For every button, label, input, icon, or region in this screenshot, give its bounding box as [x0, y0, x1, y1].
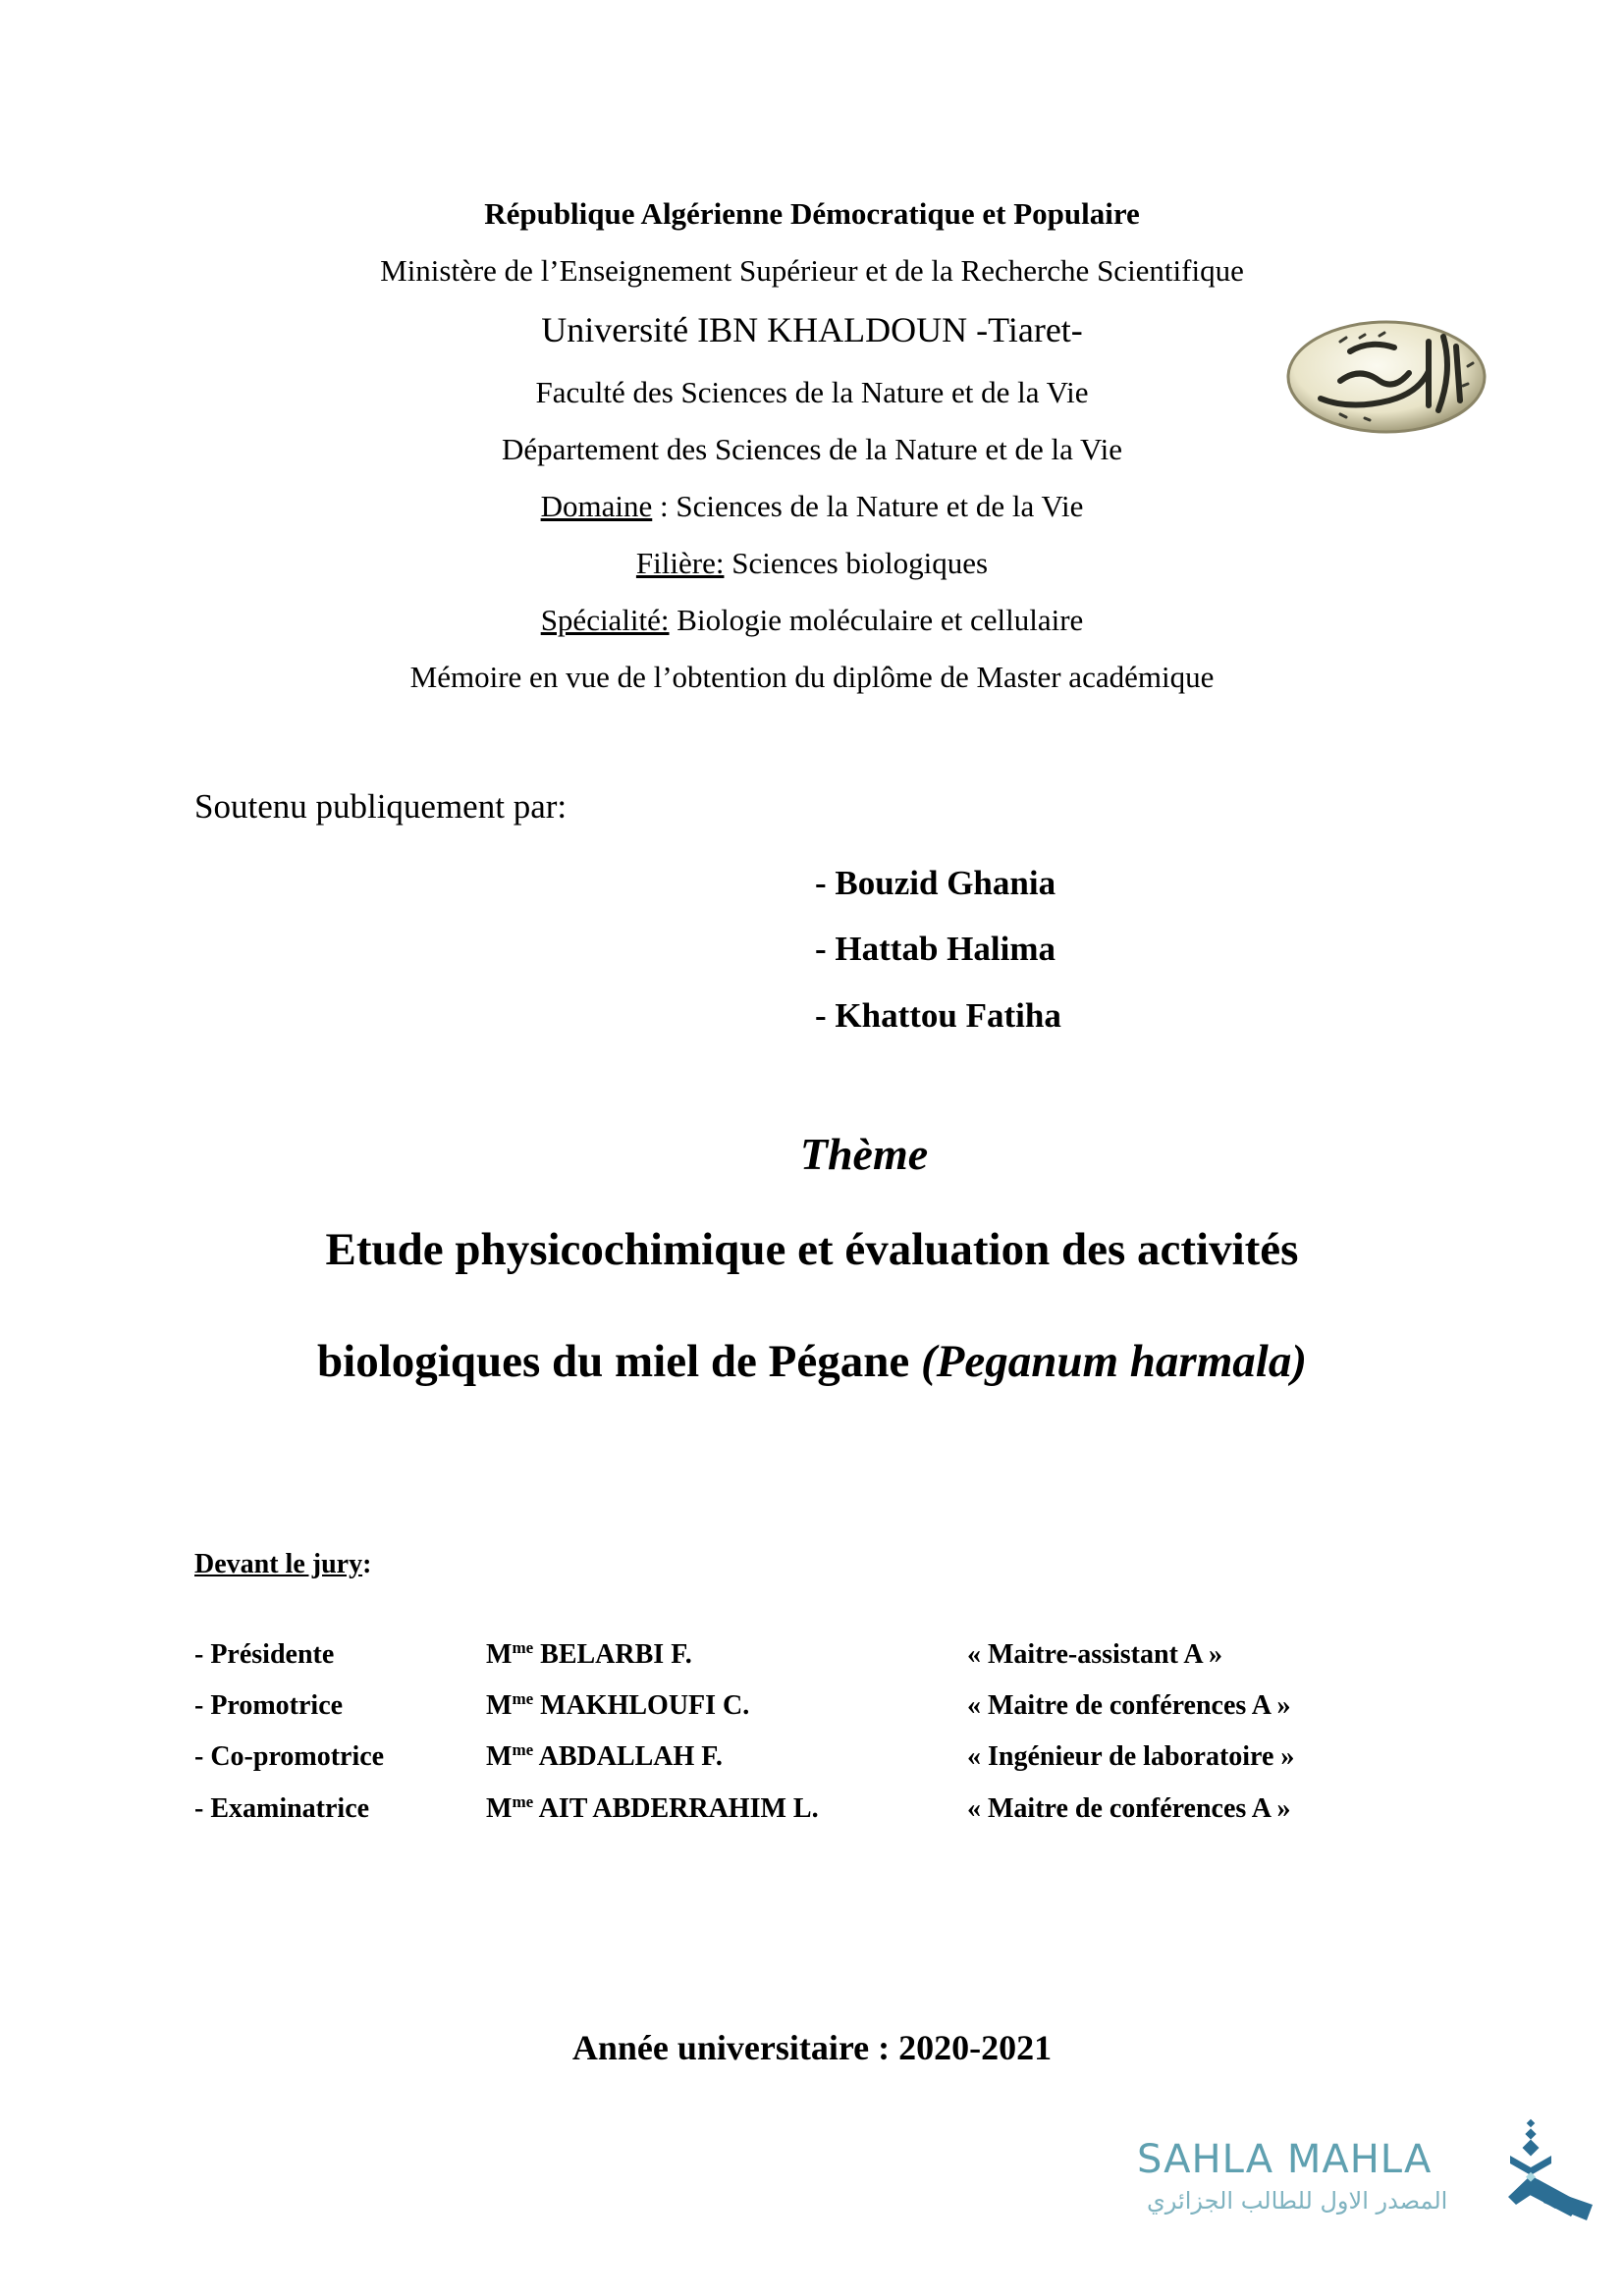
- jury-member-name: [486, 1740, 723, 1772]
- jury-title-sup: me: [512, 1638, 534, 1657]
- defended-by-label: Soutenu publiquement par:: [194, 787, 568, 826]
- jury-title-sup: me: [512, 1740, 534, 1759]
- species-name: (Peganum harmala): [920, 1336, 1307, 1387]
- jury-title: M: [486, 1793, 513, 1824]
- memoire-line: Mémoire en vue de l’obtention du diplôme de Master académique: [409, 660, 1215, 694]
- jury-heading-text: Devant le jury: [194, 1549, 363, 1579]
- jury-grade: « Maitre-assistant A »: [967, 1639, 1223, 1670]
- jury-title-sup: me: [512, 1689, 534, 1708]
- ministry-line: Ministère de l’Enseignement Supérieur et de la Recherche Scientifique: [380, 253, 1244, 288]
- university-logo: [1281, 312, 1492, 438]
- jury-member-name: [486, 1792, 819, 1824]
- thesis-title-line2: [0, 1336, 1624, 1387]
- jury-member-name: [486, 1638, 692, 1670]
- sahla-mahla-emblem-icon: [1508, 2118, 1597, 2221]
- jury-heading: [194, 1551, 371, 1578]
- filiere-value: Sciences biologiques: [724, 546, 989, 580]
- jury-role: - Présidente: [194, 1639, 335, 1670]
- university-logo-icon: [1281, 312, 1492, 438]
- theme-label: Thème: [799, 1129, 929, 1179]
- university-name: Université IBN KHALDOUN -Tiaret-: [541, 310, 1083, 349]
- filiere-label: Filière:: [635, 546, 725, 580]
- domain-line: [0, 491, 1624, 521]
- department-line: Département des Sciences de la Nature et de la Vie: [502, 432, 1122, 466]
- student-name: - Khattou Fatiha: [815, 996, 1061, 1035]
- jury-grade: « Maitre de conférences A »: [967, 1793, 1291, 1824]
- specialite-value: Biologie moléculaire et cellulaire: [669, 603, 1084, 637]
- thesis-title-line1: Etude physicochimique et évaluation des activités: [325, 1224, 1299, 1275]
- jury-name: MAKHLOUFI C.: [533, 1690, 750, 1721]
- jury-title: M: [486, 1690, 513, 1721]
- domain-label: Domaine: [540, 489, 653, 523]
- filiere-line: [0, 548, 1624, 578]
- jury-heading-colon: :: [362, 1549, 372, 1579]
- jury-role: - Co-promotrice: [194, 1741, 385, 1772]
- specialite-line: [0, 605, 1624, 635]
- jury-role: - Promotrice: [194, 1690, 344, 1721]
- jury-name: AIT ABDERRAHIM L.: [533, 1793, 819, 1824]
- domain-value: : Sciences de la Nature et de la Vie: [652, 489, 1084, 523]
- thesis-title-main: biologiques du miel de Pégane: [317, 1336, 921, 1387]
- watermark-brand: SAHLA MAHLA: [1137, 2137, 1433, 2182]
- jury-title-sup: me: [512, 1792, 534, 1811]
- student-name: - Bouzid Ghania: [815, 864, 1056, 902]
- jury-role: - Examinatrice: [194, 1793, 370, 1824]
- jury-member-name: [486, 1689, 750, 1721]
- jury-title: M: [486, 1741, 513, 1772]
- academic-year: Année universitaire : 2020-2021: [571, 2028, 1053, 2067]
- jury-grade: « Maitre de conférences A »: [967, 1690, 1291, 1721]
- student-name: - Hattab Halima: [815, 930, 1056, 968]
- jury-title: M: [486, 1639, 513, 1670]
- sahla-mahla-watermark: [1137, 2118, 1598, 2226]
- faculty-line: Faculté des Sciences de la Nature et de la Vie: [535, 375, 1089, 409]
- specialite-label: Spécialité:: [540, 603, 670, 637]
- republic-line: République Algérienne Démocratique et Populaire: [484, 196, 1140, 231]
- watermark-tagline: المصدر الاول للطالب الجزائري: [1147, 2187, 1448, 2215]
- jury-name: BELARBI F.: [533, 1639, 692, 1670]
- jury-grade: « Ingénieur de laboratoire »: [967, 1741, 1295, 1772]
- jury-name: ABDALLAH F.: [533, 1741, 723, 1772]
